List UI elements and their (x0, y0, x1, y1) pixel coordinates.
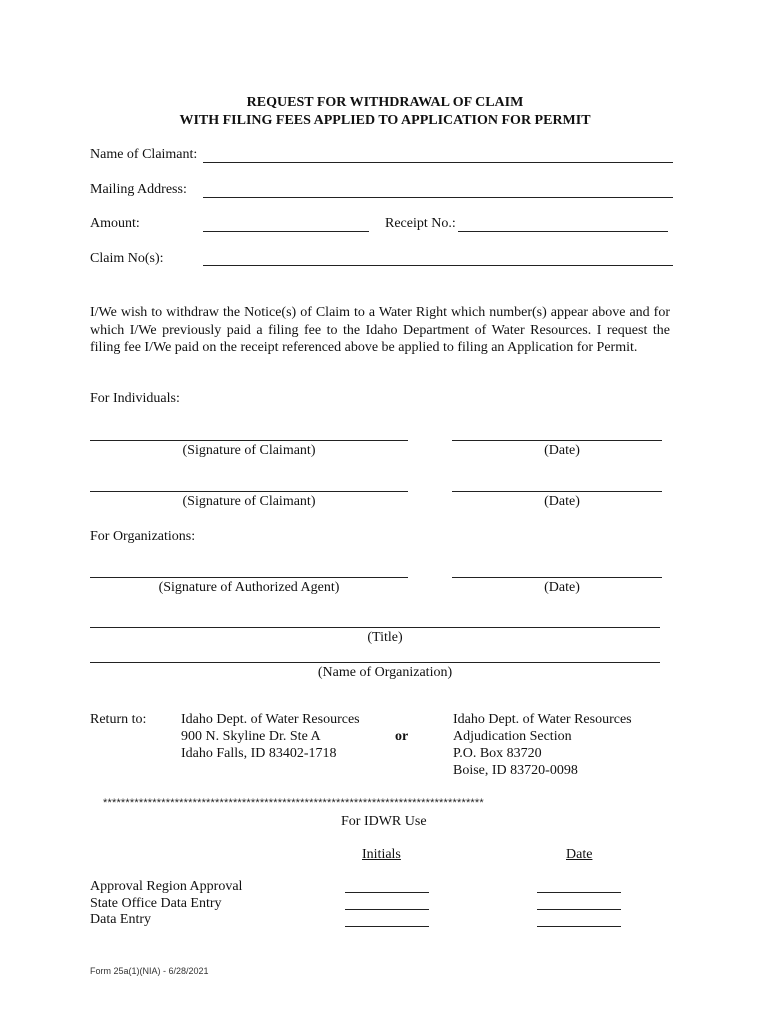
claim-nos-field[interactable] (203, 265, 673, 266)
receipt-no-label: Receipt No.: (385, 216, 456, 231)
idwr-date-line-2[interactable] (537, 909, 621, 910)
claimant-signature-line-1[interactable] (90, 440, 408, 441)
initials-line-3[interactable] (345, 926, 429, 927)
or-separator: or (395, 729, 409, 744)
claim-nos-label: Claim No(s): (90, 251, 164, 266)
organization-name-caption: (Name of Organization) (317, 665, 453, 680)
organization-name-line[interactable] (90, 662, 660, 663)
agent-signature-line[interactable] (90, 577, 408, 578)
right-address-line-2: Adjudication Section (453, 729, 572, 744)
right-address-line-3: P.O. Box 83720 (453, 746, 542, 761)
return-to-label: Return to: (90, 712, 147, 727)
date-line-2[interactable] (452, 491, 662, 492)
date-caption-1: (Date) (544, 443, 580, 458)
initials-line-2[interactable] (345, 909, 429, 910)
date-line-3[interactable] (452, 577, 662, 578)
name-of-claimant-field[interactable] (203, 162, 673, 163)
name-of-claimant-label: Name of Claimant: (90, 147, 198, 162)
asterisk-divider: ************************************************************************************* (103, 797, 484, 809)
signature-of-claimant-caption-1: (Signature of Claimant) (182, 443, 316, 458)
title-caption: (Title) (367, 630, 403, 645)
right-address-line-1: Idaho Dept. of Water Resources (453, 712, 632, 727)
mailing-address-field[interactable] (203, 197, 673, 198)
initials-column-header: Initials (362, 847, 401, 862)
date-caption-3: (Date) (544, 580, 580, 595)
date-column-header: Date (566, 847, 593, 862)
idwr-date-line-1[interactable] (537, 892, 621, 893)
state-office-data-entry-row-label: State Office Data Entry (90, 896, 222, 911)
for-individuals-heading: For Individuals: (90, 391, 180, 406)
amount-field[interactable] (203, 231, 369, 232)
signature-of-claimant-caption-2: (Signature of Claimant) (182, 494, 316, 509)
approval-region-approval-row-label: Approval Region Approval (90, 879, 243, 894)
for-organizations-heading: For Organizations: (90, 529, 196, 544)
for-idwr-use-heading: For IDWR Use (341, 814, 427, 829)
form-id-footer: Form 25a(1)(NIA) - 6/28/2021 (90, 966, 209, 976)
left-address-line-2: 900 N. Skyline Dr. Ste A (181, 729, 321, 744)
right-address-line-4: Boise, ID 83720-0098 (453, 763, 578, 778)
initials-line-1[interactable] (345, 892, 429, 893)
title-line[interactable] (90, 627, 660, 628)
amount-label: Amount: (90, 216, 140, 231)
withdrawal-statement: I/We wish to withdraw the Notice(s) of Claim to a Water Right which number(s) appear above and for which I/We previously paid a filing fee to the Idaho Department of Water Resources. I request the filing fee I/We paid on the receipt referenced above be applied to filing an Application for Permit. (90, 305, 670, 355)
receipt-no-field[interactable] (458, 231, 668, 232)
signature-of-agent-caption: (Signature of Authorized Agent) (158, 580, 340, 595)
form-title-line2: WITH FILING FEES APPLIED TO APPLICATION FOR PERMIT (179, 113, 591, 128)
date-caption-2: (Date) (544, 494, 580, 509)
mailing-address-label: Mailing Address: (90, 182, 187, 197)
date-line-1[interactable] (452, 440, 662, 441)
left-address-line-1: Idaho Dept. of Water Resources (181, 712, 360, 727)
claimant-signature-line-2[interactable] (90, 491, 408, 492)
idwr-date-line-3[interactable] (537, 926, 621, 927)
left-address-line-3: Idaho Falls, ID 83402-1718 (181, 746, 337, 761)
form-title-line1: REQUEST FOR WITHDRAWAL OF CLAIM (246, 95, 524, 110)
data-entry-row-label: Data Entry (90, 912, 152, 927)
